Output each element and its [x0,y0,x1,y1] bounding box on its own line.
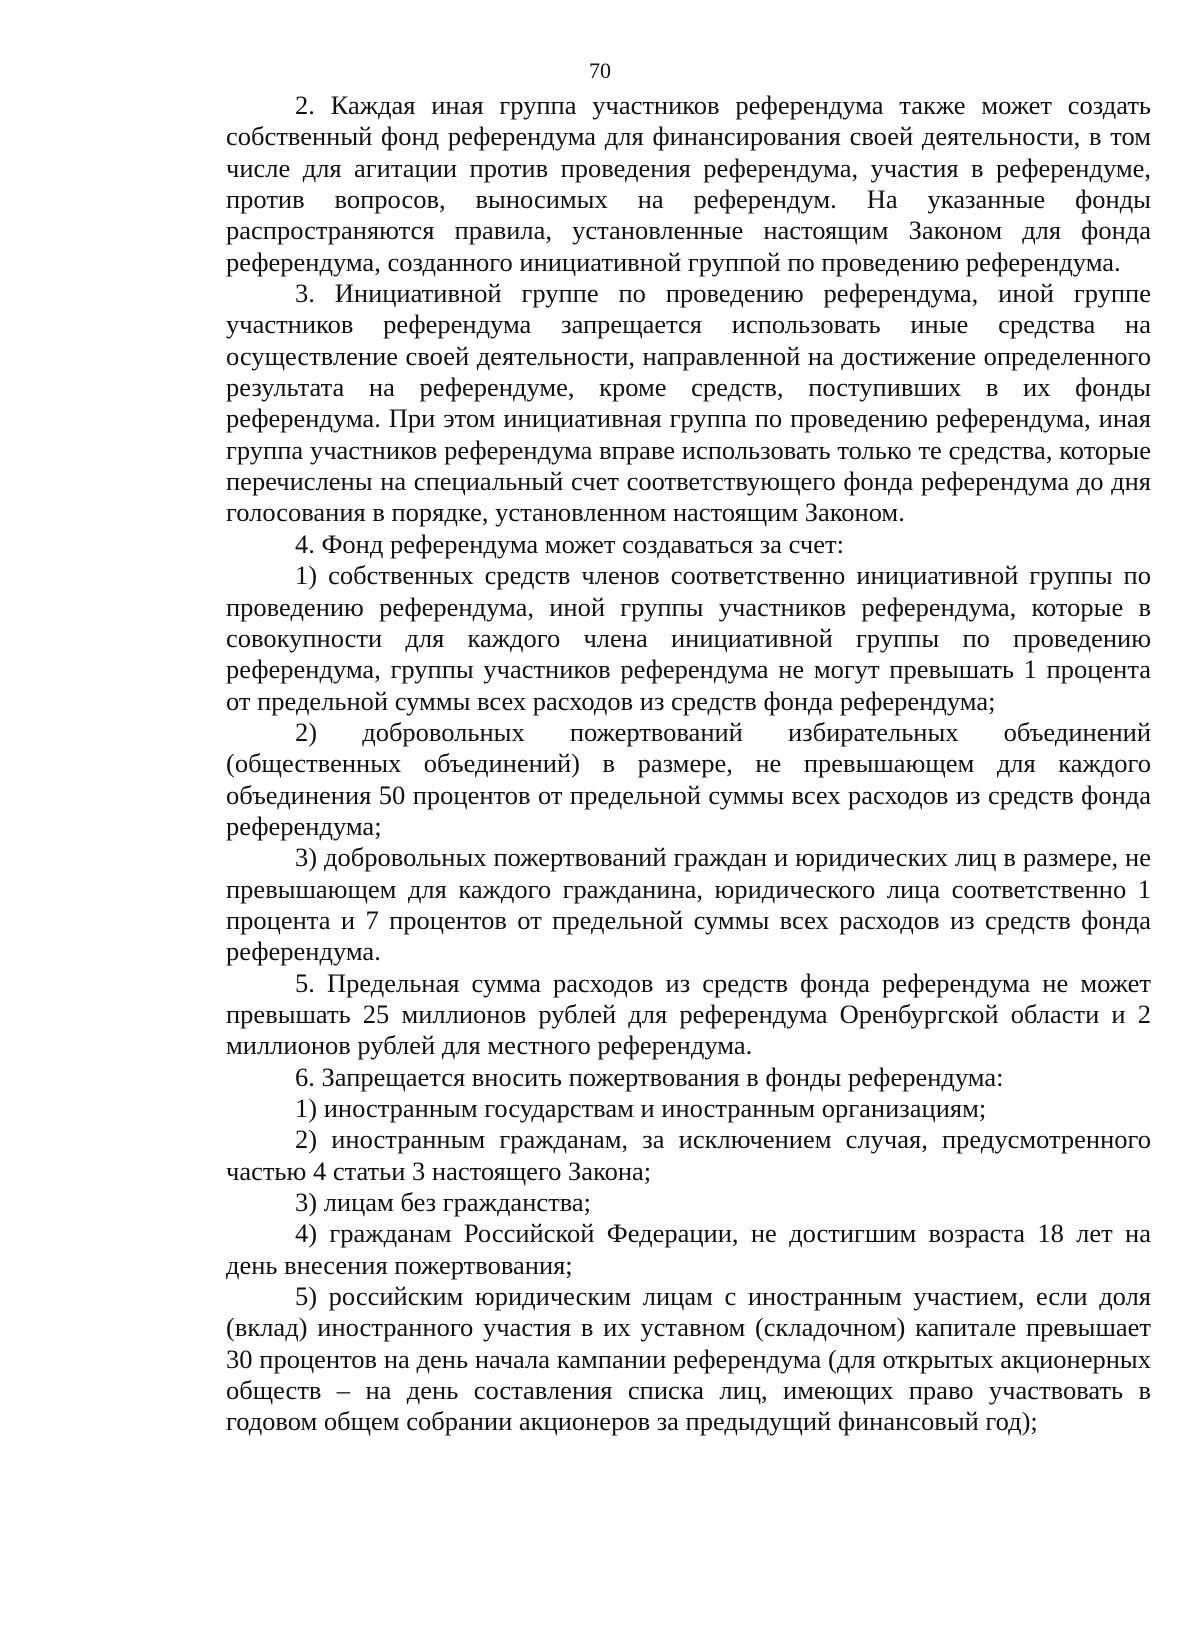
paragraph-4-item-2: 2) добровольных пожертвований избирательных объединений (общественных объединений) в размере, не превышающем для каждого объединения 50 процентов от предельной суммы всех расходов из средств фонда референдума; [226,716,1151,841]
page-number: 70 [589,58,611,83]
paragraph-3: 3. Инициативной группе по проведению референдума, иной группе участников референдума запрещается использовать иные средства на осуществление своей деятельности, направленной на достижение определенного результата на референдуме, кроме средств, поступивших в их фонды референдума. При этом инициативная группа по проведению референдума, иная группа участников референдума вправе использовать только те средства, которые перечислены на специальный счет соответствующего фонда референдума до дня голосования в порядке, установленном настоящим Законом. [226,278,1151,528]
paragraph-6-item-3: 3) лицам без гражданства; [295,1187,592,1218]
paragraph-6-item-4: 4) гражданам Российской Федерации, не достигшим возраста 18 лет на день внесения пожертвования; [226,1218,1151,1280]
paragraph-6: 6. Запрещается вносить пожертвования в фонды референдума: [295,1061,1004,1092]
paragraph-4: 4. Фонд референдума может создаваться за счет: [295,528,844,559]
paragraph-4-item-1: 1) собственных средств членов соответственно инициативной группы по проведению референдума, иной группы участников референдума, которые в совокупности для каждого члена инициативной группы по проведению референдума, группы участников референдума не могут превышать 1 процента от предельной суммы всех расходов из средств фонда референдума; [226,560,1151,716]
paragraph-4-item-3: 3) добровольных пожертвований граждан и юридических лиц в размере, не превышающем для каждого гражданина, юридического лица соответственно 1 процента и 7 процентов от предельной суммы всех расходов из средств фонда референдума. [226,842,1151,967]
paragraph-5: 5. Предельная сумма расходов из средств фонда референдума не может превышать 25 миллионов рублей для референдума Оренбургской области и 2 миллионов рублей для местного референдума. [226,967,1151,1061]
paragraph-6-item-5: 5) российским юридическим лицам с иностранным участием, если доля (вклад) иностранного участия в их уставном (складочном) капитале превышает 30 процентов на день начала кампании референдума (для открытых акционерных обществ – на день составления списка лиц, имеющих право участвовать в годовом общем собрании акционеров за предыдущий финансовый год); [226,1281,1151,1437]
paragraph-6-item-2: 2) иностранным гражданам, за исключением случая, предусмотренного частью 4 статьи 3 настоящего Закона; [226,1124,1151,1186]
document-body [226,90,1151,1438]
paragraph-2: 2. Каждая иная группа участников референдума также может создать собственный фонд референдума для финансирования своей деятельности, в том числе для агитации против проведения референдума, участия в референдуме, против вопросов, выносимых на референдум. На указанные фонды распространяются правила, установленные настоящим Законом для фонда референдума, созданного инициативной группой по проведению референдума. [226,90,1151,277]
paragraph-6-item-1: 1) иностранным государствам и иностранным организациям; [295,1093,987,1123]
